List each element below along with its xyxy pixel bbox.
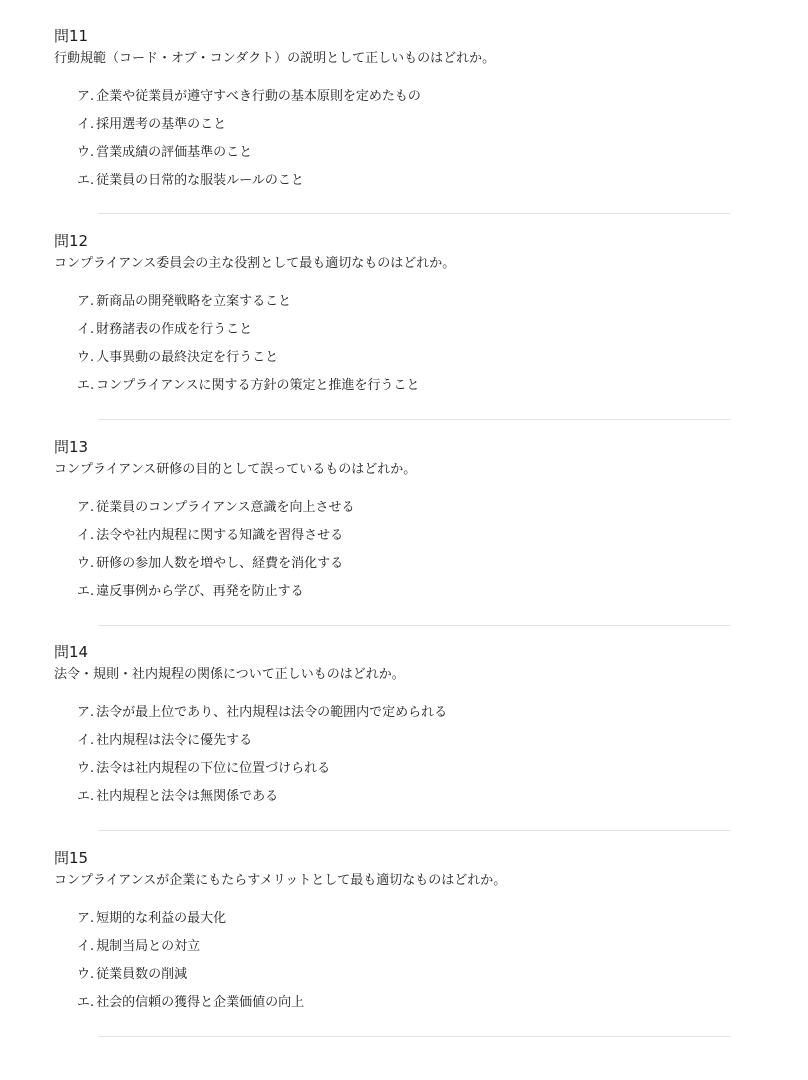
option-text: 営業成績の評価基準のこと xyxy=(96,145,253,160)
question-number: 問12 xyxy=(54,232,89,250)
option-text: 法令が最上位であり、社内規程は法令の範囲内で定められる xyxy=(96,705,448,720)
option-text: 規制当局との対立 xyxy=(96,939,201,954)
option-text: 財務諸表の作成を行うこと xyxy=(96,322,253,337)
option-u xyxy=(77,966,187,984)
option-a xyxy=(77,704,447,722)
option-u xyxy=(77,555,343,573)
option-mark: ア. xyxy=(77,89,95,104)
option-mark: ウ. xyxy=(77,350,95,365)
option-text: 新商品の開発戦略を立案すること xyxy=(96,294,292,309)
question-text: コンプライアンス委員会の主な役割として最も適切なものはどれか。 xyxy=(54,256,456,271)
option-mark: イ. xyxy=(77,117,95,132)
option-e xyxy=(77,377,419,395)
option-u xyxy=(77,144,252,162)
option-text: 短期的な利益の最大化 xyxy=(96,911,227,926)
option-a xyxy=(77,293,291,311)
option-i xyxy=(77,527,343,545)
option-text: 従業員数の削減 xyxy=(96,967,188,982)
option-text: 違反事例から学び、再発を防止する xyxy=(96,584,304,599)
question-text: コンプライアンスが企業にもたらすメリットとして最も適切なものはどれか。 xyxy=(54,873,507,888)
option-u xyxy=(77,349,278,367)
question-number: 問13 xyxy=(54,438,89,456)
question-divider xyxy=(98,625,730,626)
option-mark: エ. xyxy=(77,789,95,804)
option-i xyxy=(77,116,226,134)
option-text: コンプライアンスに関する方針の策定と推進を行うこと xyxy=(96,378,420,393)
option-text: 法令や社内規程に関する知識を習得させる xyxy=(96,528,344,543)
option-text: 採用選考の基準のこと xyxy=(96,117,227,132)
option-mark: イ. xyxy=(77,528,95,543)
option-mark: ア. xyxy=(77,500,95,515)
option-text: 社会的信頼の獲得と企業価値の向上 xyxy=(96,995,305,1010)
question-divider xyxy=(98,1036,730,1037)
option-mark: イ. xyxy=(77,322,95,337)
option-mark: イ. xyxy=(77,939,95,954)
option-text: 企業や従業員が遵守すべき行動の基本原則を定めたもの xyxy=(96,89,421,104)
option-u xyxy=(77,760,330,778)
option-mark: エ. xyxy=(77,995,95,1010)
question-divider xyxy=(98,213,730,214)
option-text: 社内規程と法令は無関係である xyxy=(96,789,279,804)
option-mark: ア. xyxy=(77,294,95,309)
option-mark: ウ. xyxy=(77,761,95,776)
option-text: 人事異動の最終決定を行うこと xyxy=(96,350,279,365)
option-mark: エ. xyxy=(77,378,95,393)
option-i xyxy=(77,938,200,956)
question-number: 問11 xyxy=(54,27,89,45)
option-mark: ウ. xyxy=(77,967,95,982)
option-text: 従業員のコンプライアンス意識を向上させる xyxy=(96,500,355,515)
option-e xyxy=(77,172,304,190)
option-mark: エ. xyxy=(77,173,95,188)
option-mark: イ. xyxy=(77,733,95,748)
question-number: 問15 xyxy=(54,849,89,867)
option-e xyxy=(77,994,304,1012)
option-e xyxy=(77,583,304,601)
question-text: コンプライアンス研修の目的として誤っているものはどれか。 xyxy=(54,462,417,477)
option-mark: エ. xyxy=(77,584,95,599)
option-a xyxy=(77,88,421,106)
option-mark: ア. xyxy=(77,911,95,926)
question-divider xyxy=(98,419,730,420)
option-mark: ウ. xyxy=(77,145,95,160)
option-mark: ア. xyxy=(77,705,95,720)
question-number: 問14 xyxy=(54,643,89,661)
question-divider xyxy=(98,830,730,831)
option-i xyxy=(77,321,252,339)
option-text: 従業員の日常的な服装ルールのこと xyxy=(96,173,304,188)
option-e xyxy=(77,788,278,806)
option-a xyxy=(77,499,354,517)
option-mark: ウ. xyxy=(77,556,95,571)
option-text: 法令は社内規程の下位に位置づけられる xyxy=(96,761,331,776)
option-i xyxy=(77,732,252,750)
option-a xyxy=(77,910,226,928)
option-text: 研修の参加人数を増やし、経費を消化する xyxy=(96,556,344,571)
question-text: 行動規範（コード・オブ・コンダクト）の説明として正しいものはどれか。 xyxy=(54,51,496,66)
question-text: 法令・規則・社内規程の関係について正しいものはどれか。 xyxy=(54,667,405,682)
option-text: 社内規程は法令に優先する xyxy=(96,733,253,748)
